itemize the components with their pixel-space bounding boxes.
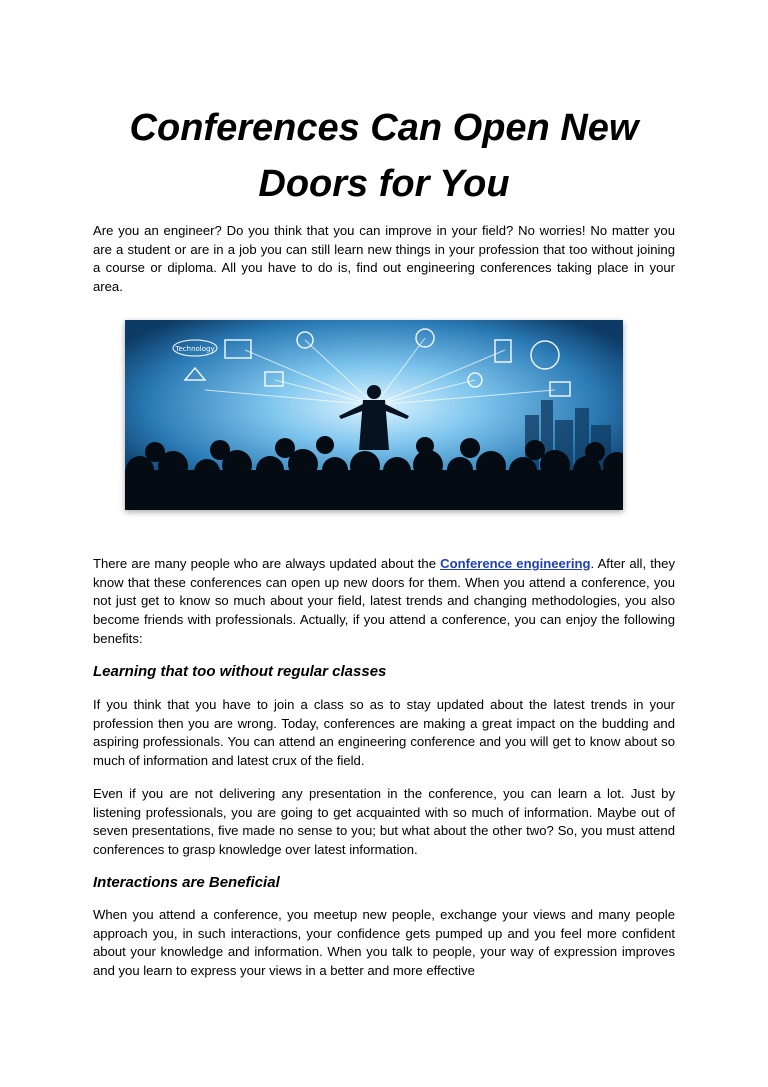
heading-interactions: Interactions are Beneficial [93,874,280,891]
paragraph-3: If you think that you have to join a class so as to stay updated about the latest trends in your profession then you are wrong. Today, conferences are making a great impact on the budding and aspiring professionals. You can attend an engineering conference and you will get to know about so much of information and latest crux of the field. [93,697,675,769]
conference-image [125,320,623,510]
heading-learning: Learning that too without regular classes [93,663,387,680]
paragraph-4: Even if you are not delivering any presentation in the conference, you can learn a lot. Just by listening professionals, you are going to get acquainted with so much of information. Maybe out of seven presentations, five made no sense to you; but what about the other two? So, you must attend conferences to grasp knowledge over latest information. [93,786,675,858]
intro-paragraph: Are you an engineer? Do you think that you can improve in your field? No worries! No matter you are a student or are in a job you can still learn new things in your profession that too without joining a course or diploma. All you have to do is, find out engineering conferences taking place in your area. [93,223,675,295]
paragraph-5: When you attend a conference, you meetup new people, exchange your views and many people approach you, in such interactions, your confidence gets pumped up and you feel more confident about your knowledge and information. When you talk to people, your way of expression improves and you learn to express your views in a better and more effective [93,907,675,979]
paragraph-2: There are many people who are always updated about the Conference engineering. After all, they know that these conferences can open up new doors for them. When you attend a conference, you not just get to know so much about your field, latest trends and changing methodologies, you also become friends with professionals. Actually, if you attend a conference, you can enjoy the following benefits: [93,556,675,646]
page-title: Conferences Can Open New Doors for You [129,107,639,205]
figure-label: Technology [175,345,215,353]
conference-engineering-link[interactable]: Conference engineering [440,556,591,571]
